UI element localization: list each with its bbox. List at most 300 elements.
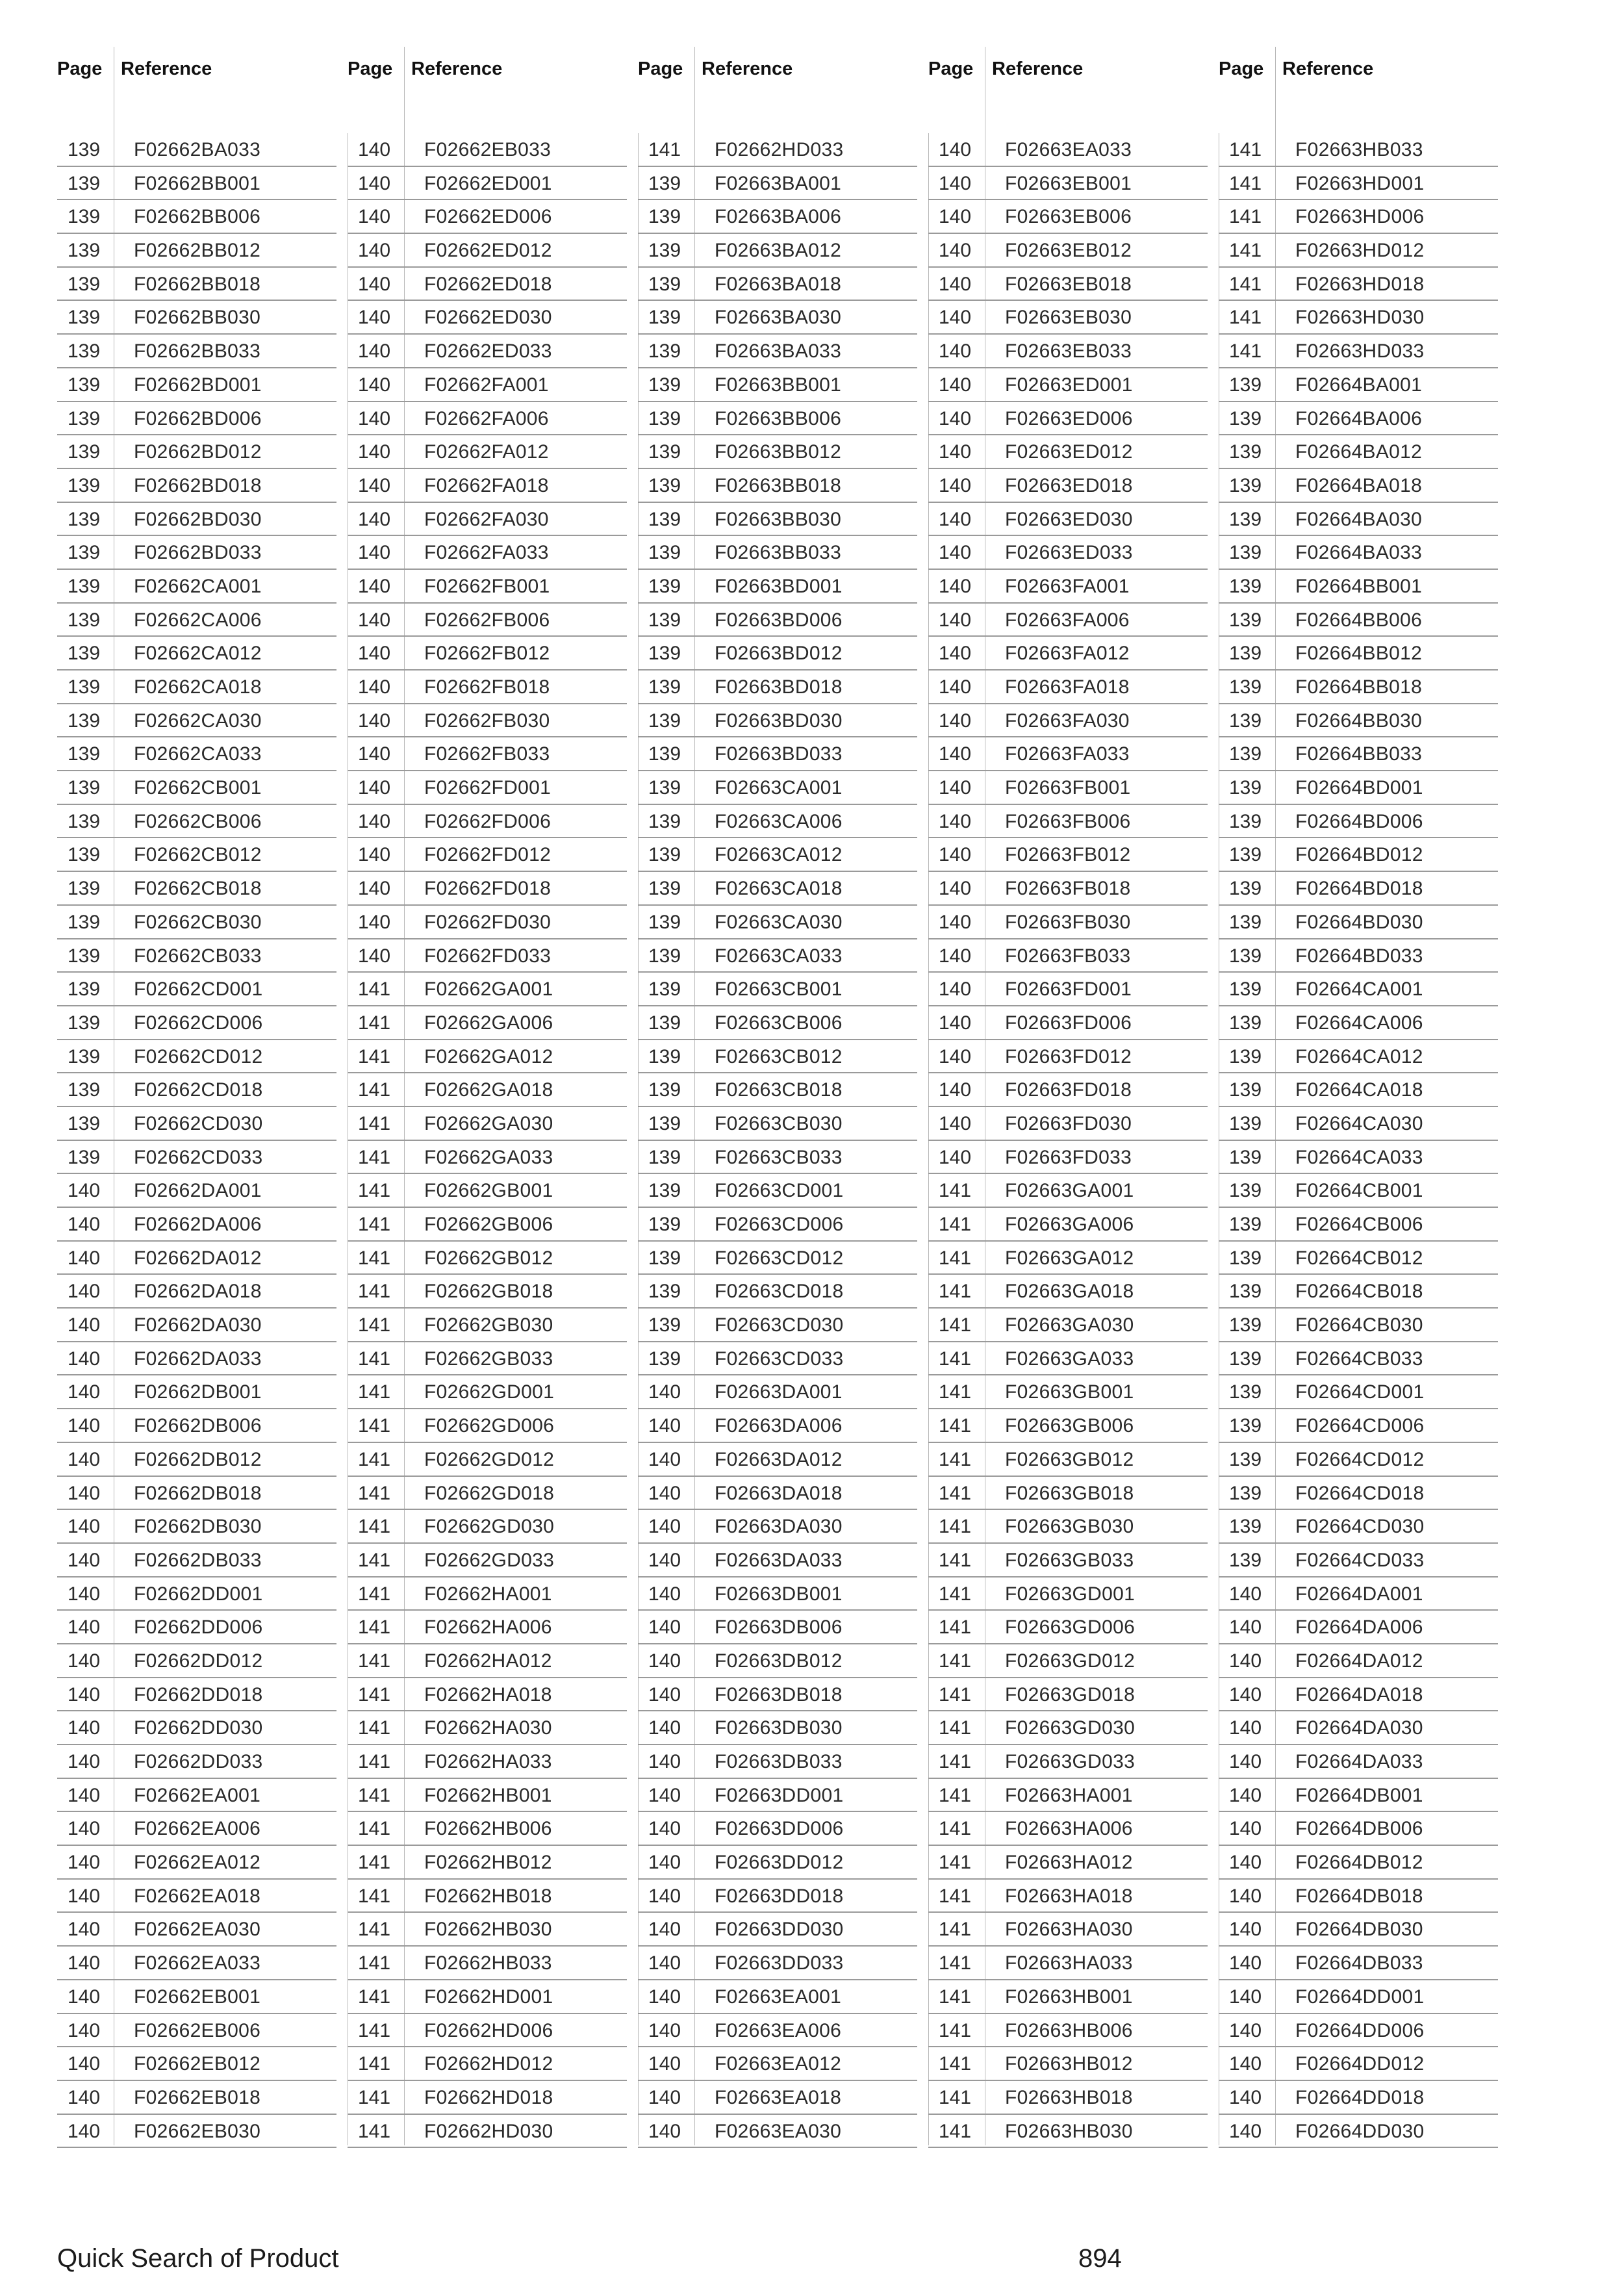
reference-cell: F02663BD033 xyxy=(715,743,843,765)
reference-cell: F02663GD018 xyxy=(1005,1683,1136,1706)
reference-cell: F02664CA006 xyxy=(1295,1012,1423,1034)
page-number-cell: 139 xyxy=(68,508,101,530)
reference-cell: F02662FD006 xyxy=(424,810,552,832)
reference-cell: F02662HD033 xyxy=(715,139,844,160)
table-row xyxy=(928,1443,1208,1477)
page-number-cell: 140 xyxy=(68,1247,101,1269)
reference-cell: F02662BB001 xyxy=(134,172,261,194)
reference-cell: F02663DB030 xyxy=(715,1717,843,1739)
reference-cell: F02662CD030 xyxy=(134,1112,263,1134)
page-number-cell: 140 xyxy=(358,206,391,228)
reference-cell: F02662CD033 xyxy=(134,1146,263,1168)
table-row xyxy=(57,1980,336,2014)
page-number-cell: 140 xyxy=(68,1751,101,1772)
table-row xyxy=(638,268,917,301)
reference-cell: F02662ED006 xyxy=(424,206,552,228)
table-row xyxy=(57,1611,336,1644)
table-row xyxy=(1219,536,1498,570)
reference-cell: F02663CD018 xyxy=(715,1281,844,1303)
reference-cell: F02663CA012 xyxy=(715,844,843,866)
page-number-cell: 140 xyxy=(939,307,972,329)
page-number-cell: 141 xyxy=(358,1717,391,1739)
reference-cell: F02662CB012 xyxy=(134,844,262,866)
reference-cell: F02662GD030 xyxy=(424,1516,555,1538)
table-row xyxy=(928,1678,1208,1712)
table-row xyxy=(638,973,917,1006)
reference-cell: F02663DD033 xyxy=(715,1952,844,1974)
reference-cell: F02663DB012 xyxy=(715,1650,843,1672)
reference-cell: F02662CA030 xyxy=(134,709,262,732)
reference-cell: F02664BA018 xyxy=(1295,474,1423,496)
table-row xyxy=(57,2115,336,2149)
reference-cell: F02663CD030 xyxy=(715,1314,844,1336)
page-number-cell: 141 xyxy=(358,1381,391,1403)
page-number-cell: 139 xyxy=(1229,743,1262,765)
reference-cell: F02662CA012 xyxy=(134,643,262,665)
table-row xyxy=(348,536,627,570)
page-number-cell: 139 xyxy=(648,1146,681,1168)
page-number-cell: 140 xyxy=(939,676,972,698)
page-number-cell: 140 xyxy=(648,1717,681,1739)
table-row xyxy=(348,1477,627,1511)
table-row xyxy=(348,1141,627,1175)
page-number-cell: 139 xyxy=(1229,911,1262,933)
table-row xyxy=(1219,1107,1498,1141)
page-number-cell: 141 xyxy=(939,1852,972,1874)
reference-cell: F02662BD030 xyxy=(134,508,262,530)
table-row xyxy=(348,335,627,368)
table-row xyxy=(348,1644,627,1678)
table-row xyxy=(638,503,917,537)
table-row xyxy=(348,1980,627,2014)
table-row xyxy=(348,2115,627,2149)
table-row xyxy=(348,268,627,301)
page-number-cell: 140 xyxy=(68,1717,101,1739)
reference-cell: F02662HB033 xyxy=(424,1952,552,1974)
page-number-cell: 140 xyxy=(939,374,972,396)
page-number-cell: 141 xyxy=(358,1650,391,1672)
table-row xyxy=(638,570,917,604)
reference-cell: F02662GB033 xyxy=(424,1348,553,1370)
page-number-cell: 139 xyxy=(68,139,101,160)
page-number-cell: 140 xyxy=(68,1381,101,1403)
table-row xyxy=(1219,1342,1498,1376)
reference-cell: F02663HB033 xyxy=(1295,139,1423,160)
reference-cell: F02662ED033 xyxy=(424,340,552,363)
page-number-cell: 139 xyxy=(648,1348,681,1370)
reference-cell: F02663GD030 xyxy=(1005,1717,1136,1739)
page-number-cell: 141 xyxy=(939,1214,972,1235)
table-row xyxy=(348,1107,627,1141)
table-row xyxy=(638,1073,917,1107)
table-row xyxy=(57,1779,336,1813)
table-row xyxy=(57,906,336,939)
page-number-cell: 140 xyxy=(68,1448,101,1470)
table-row xyxy=(1219,1510,1498,1544)
table-row xyxy=(57,737,336,771)
table-row xyxy=(1219,402,1498,436)
table-row xyxy=(57,1644,336,1678)
reference-cell: F02663CB018 xyxy=(715,1079,843,1101)
page-number-cell: 140 xyxy=(358,441,391,463)
table-row xyxy=(348,1812,627,1846)
table-row xyxy=(348,1309,627,1342)
table-row xyxy=(1219,200,1498,234)
reference-cell: F02662GB006 xyxy=(424,1214,553,1235)
reference-cell: F02663CB030 xyxy=(715,1112,843,1134)
page-number-cell: 140 xyxy=(939,709,972,732)
page-number-cell: 140 xyxy=(68,1986,101,2008)
reference-cell: F02662CA006 xyxy=(134,609,262,631)
reference-cell: F02662EB012 xyxy=(134,2053,261,2075)
reference-cell: F02663GA018 xyxy=(1005,1281,1134,1303)
reference-cell: F02664BB018 xyxy=(1295,676,1423,698)
reference-cell: F02663DA018 xyxy=(715,1482,843,1504)
table-row xyxy=(57,268,336,301)
page-number-cell: 140 xyxy=(358,777,391,799)
page-number-cell: 141 xyxy=(358,1348,391,1370)
reference-cell: F02663GA001 xyxy=(1005,1180,1134,1202)
table-row xyxy=(1219,1141,1498,1175)
page-number-cell: 140 xyxy=(1229,1986,1262,2008)
table-row xyxy=(57,301,336,335)
reference-cell: F02663GD006 xyxy=(1005,1616,1136,1639)
reference-cell: F02663DA033 xyxy=(715,1549,843,1571)
reference-cell: F02662FD018 xyxy=(424,878,552,900)
table-row xyxy=(638,939,917,973)
reference-cell: F02662HA006 xyxy=(424,1616,552,1639)
page-number-cell: 140 xyxy=(358,676,391,698)
table-row xyxy=(1219,2014,1498,2048)
reference-cell: F02663BA012 xyxy=(715,240,842,262)
table-row xyxy=(1219,1275,1498,1309)
page-number-cell: 140 xyxy=(648,1616,681,1639)
page-number-cell: 141 xyxy=(939,2120,972,2142)
page-number-cell: 140 xyxy=(68,1180,101,1202)
reference-cell: F02662CD012 xyxy=(134,1045,263,1067)
table-row xyxy=(638,2115,917,2149)
table-row xyxy=(348,1073,627,1107)
table-row xyxy=(638,1846,917,1880)
reference-cell: F02664BD012 xyxy=(1295,844,1423,866)
reference-cell: F02663BD001 xyxy=(715,575,843,597)
reference-cell: F02663GB030 xyxy=(1005,1516,1134,1538)
page-number-cell: 141 xyxy=(358,1852,391,1874)
table-row xyxy=(928,1846,1208,1880)
reference-cell: F02663CA018 xyxy=(715,878,843,900)
page-number-cell: 140 xyxy=(358,911,391,933)
reference-cell: F02663BD012 xyxy=(715,643,843,665)
page-number-cell: 139 xyxy=(648,1180,681,1202)
table-row xyxy=(638,335,917,368)
index-rows xyxy=(1219,133,1498,2148)
table-row xyxy=(638,1745,917,1779)
table-row xyxy=(638,838,917,872)
reference-cell: F02664DB006 xyxy=(1295,1818,1423,1840)
table-row xyxy=(928,1880,1208,1913)
reference-cell: F02662BD001 xyxy=(134,374,262,396)
reference-cell: F02663HD006 xyxy=(1295,206,1425,228)
reference-cell: F02663FD006 xyxy=(1005,1012,1132,1034)
reference-cell: F02663HA012 xyxy=(1005,1852,1133,1874)
table-row xyxy=(348,1208,627,1242)
page-number-cell: 140 xyxy=(648,1751,681,1772)
page-number-cell: 141 xyxy=(358,1952,391,1974)
page-number-cell: 140 xyxy=(1229,1952,1262,1974)
table-row xyxy=(1219,1611,1498,1644)
reference-cell: F02663GB012 xyxy=(1005,1448,1134,1470)
table-row xyxy=(928,1174,1208,1208)
reference-cell: F02664DB018 xyxy=(1295,1885,1423,1907)
reference-cell: F02663HB012 xyxy=(1005,2053,1133,2075)
table-row xyxy=(638,737,917,771)
reference-cell: F02662GA033 xyxy=(424,1146,553,1168)
reference-cell: F02662EA030 xyxy=(134,1919,261,1941)
table-row xyxy=(1219,469,1498,503)
reference-cell: F02662DD033 xyxy=(134,1751,263,1772)
page-number-cell: 139 xyxy=(648,1045,681,1067)
page-number-cell: 139 xyxy=(68,709,101,732)
table-row xyxy=(348,704,627,738)
reference-cell: F02663ED033 xyxy=(1005,542,1133,564)
page-number-cell: 140 xyxy=(68,1818,101,1840)
page-number-cell: 139 xyxy=(648,340,681,363)
table-row xyxy=(1219,1242,1498,1275)
reference-cell: F02663BB006 xyxy=(715,407,842,429)
table-row xyxy=(928,872,1208,906)
page-number-cell: 139 xyxy=(648,206,681,228)
table-row xyxy=(1219,1711,1498,1745)
reference-cell: F02662FB012 xyxy=(424,643,550,665)
table-row xyxy=(348,301,627,335)
reference-cell: F02663DB033 xyxy=(715,1751,843,1772)
table-row xyxy=(638,234,917,268)
table-row xyxy=(57,402,336,436)
reference-cell: F02663HA001 xyxy=(1005,1784,1133,1806)
reference-cell: F02664CB033 xyxy=(1295,1348,1423,1370)
page-number-cell: 140 xyxy=(939,407,972,429)
table-row xyxy=(638,2081,917,2115)
page-number-cell: 140 xyxy=(939,1112,972,1134)
page-number-cell: 139 xyxy=(1229,508,1262,530)
table-row xyxy=(1219,1745,1498,1779)
reference-cell: F02664CD012 xyxy=(1295,1448,1425,1470)
table-row xyxy=(928,435,1208,469)
table-row xyxy=(57,1510,336,1544)
table-row xyxy=(638,1980,917,2014)
table-row xyxy=(928,402,1208,436)
reference-cell: F02663GA006 xyxy=(1005,1214,1134,1235)
table-row xyxy=(1219,1644,1498,1678)
table-row xyxy=(1219,1880,1498,1913)
page-number-cell: 139 xyxy=(68,810,101,832)
page-number-cell: 140 xyxy=(68,1885,101,1907)
table-row xyxy=(348,200,627,234)
table-row xyxy=(57,1107,336,1141)
table-row xyxy=(928,1913,1208,1947)
reference-cell: F02663DA001 xyxy=(715,1381,843,1403)
reference-cell: F02662BB018 xyxy=(134,273,261,295)
table-row xyxy=(928,737,1208,771)
page-number-cell: 140 xyxy=(648,1549,681,1571)
reference-cell: F02663BB030 xyxy=(715,508,842,530)
reference-cell: F02662CB006 xyxy=(134,810,262,832)
page-number-cell: 141 xyxy=(939,1818,972,1840)
page-number-cell: 140 xyxy=(68,1683,101,1706)
reference-cell: F02663BB001 xyxy=(715,374,842,396)
page-number-cell: 140 xyxy=(1229,1919,1262,1941)
table-row xyxy=(638,1375,917,1409)
table-row xyxy=(928,2047,1208,2081)
reference-cell: F02662CD006 xyxy=(134,1012,263,1034)
page-number-cell: 141 xyxy=(1229,273,1262,295)
reference-cell: F02662GB012 xyxy=(424,1247,553,1269)
table-row xyxy=(928,1644,1208,1678)
table-row xyxy=(348,1040,627,1074)
page-number-cell: 140 xyxy=(648,1818,681,1840)
page-number-cell: 141 xyxy=(1229,172,1262,194)
reference-cell: F02663EA033 xyxy=(1005,139,1132,160)
table-row xyxy=(348,402,627,436)
table-row xyxy=(57,368,336,402)
table-row xyxy=(348,1578,627,1611)
page-number-cell: 139 xyxy=(1229,878,1262,900)
table-row xyxy=(1219,1208,1498,1242)
reference-cell: F02662DD006 xyxy=(134,1616,263,1639)
reference-cell: F02663EA030 xyxy=(715,2120,842,2142)
table-row xyxy=(928,838,1208,872)
reference-cell: F02663GB018 xyxy=(1005,1482,1134,1504)
page-number-cell: 140 xyxy=(648,1415,681,1437)
page-number-cell: 139 xyxy=(648,407,681,429)
page-number-cell: 141 xyxy=(358,1683,391,1706)
table-row xyxy=(638,1947,917,1980)
table-row xyxy=(57,234,336,268)
table-row xyxy=(57,1544,336,1578)
reference-cell: F02662GD001 xyxy=(424,1381,555,1403)
table-row xyxy=(1219,1375,1498,1409)
table-row xyxy=(348,805,627,839)
reference-cell: F02662GD012 xyxy=(424,1448,555,1470)
reference-cell: F02663BB018 xyxy=(715,474,842,496)
reference-cell: F02663HD030 xyxy=(1295,307,1425,329)
page-number-cell: 140 xyxy=(939,878,972,900)
page-number-cell: 140 xyxy=(648,1516,681,1538)
page-number-cell: 140 xyxy=(939,1079,972,1101)
page-number-cell: 139 xyxy=(1229,407,1262,429)
table-row xyxy=(928,301,1208,335)
reference-cell: F02662GD018 xyxy=(424,1482,555,1504)
reference-cell: F02662DD012 xyxy=(134,1650,263,1672)
table-row xyxy=(57,1342,336,1376)
reference-cell: F02663FB006 xyxy=(1005,810,1131,832)
table-row xyxy=(57,200,336,234)
page-number-cell: 140 xyxy=(939,844,972,866)
page-number-cell: 141 xyxy=(358,1616,391,1639)
table-row xyxy=(57,671,336,704)
page-number-cell: 140 xyxy=(68,1348,101,1370)
reference-cell: F02662EB030 xyxy=(134,2120,261,2142)
reference-cell: F02662BD033 xyxy=(134,542,262,564)
table-row xyxy=(57,1309,336,1342)
table-row xyxy=(57,1006,336,1040)
table-row xyxy=(1219,1913,1498,1947)
page-number-cell: 139 xyxy=(1229,1214,1262,1235)
page-number-cell: 141 xyxy=(358,2086,391,2108)
page-number-cell: 141 xyxy=(358,1784,391,1806)
table-row xyxy=(348,939,627,973)
page-number-cell: 141 xyxy=(358,1549,391,1571)
page-number-cell: 139 xyxy=(648,978,681,1001)
table-row xyxy=(928,503,1208,537)
reference-cell: F02663CB033 xyxy=(715,1146,843,1168)
page-number-cell: 139 xyxy=(648,643,681,665)
reference-cell: F02664BB033 xyxy=(1295,743,1423,765)
reference-cell: F02663FB033 xyxy=(1005,945,1131,967)
page-number-cell: 140 xyxy=(1229,2019,1262,2041)
page-number-cell: 141 xyxy=(939,1885,972,1907)
table-row xyxy=(1219,637,1498,671)
reference-cell: F02663CA001 xyxy=(715,777,843,799)
page-number-cell: 140 xyxy=(648,1852,681,1874)
page-number-cell: 139 xyxy=(68,1112,101,1134)
page-number-cell: 140 xyxy=(939,743,972,765)
table-row xyxy=(928,1477,1208,1511)
page-number-cell: 139 xyxy=(1229,1146,1262,1168)
table-row xyxy=(928,671,1208,704)
table-row xyxy=(348,1409,627,1443)
table-row xyxy=(57,939,336,973)
table-row xyxy=(57,335,336,368)
page-number-cell: 139 xyxy=(1229,676,1262,698)
table-row xyxy=(1219,570,1498,604)
page-number-cell: 139 xyxy=(648,1247,681,1269)
reference-cell: F02662CB001 xyxy=(134,777,262,799)
table-row xyxy=(57,872,336,906)
reference-cell: F02664CD033 xyxy=(1295,1549,1425,1571)
table-row xyxy=(1219,234,1498,268)
reference-cell: F02663HA006 xyxy=(1005,1818,1133,1840)
table-row xyxy=(1219,737,1498,771)
reference-cell: F02662HA030 xyxy=(424,1717,552,1739)
reference-cell: F02663DD030 xyxy=(715,1919,844,1941)
table-row xyxy=(1219,872,1498,906)
reference-cell: F02662GA030 xyxy=(424,1112,553,1134)
table-row xyxy=(638,435,917,469)
page-number-cell: 139 xyxy=(1229,1348,1262,1370)
table-row xyxy=(1219,2081,1498,2115)
page-number-cell: 139 xyxy=(1229,1381,1262,1403)
page-number-cell: 140 xyxy=(939,643,972,665)
reference-cell: F02662BD006 xyxy=(134,407,262,429)
reference-cell: F02662FB006 xyxy=(424,609,550,631)
page-number-cell: 141 xyxy=(939,1717,972,1739)
page-number-cell: 140 xyxy=(358,474,391,496)
reference-cell: F02663GA012 xyxy=(1005,1247,1134,1269)
reference-cell: F02663GD001 xyxy=(1005,1583,1136,1605)
page-number-cell: 139 xyxy=(1229,1180,1262,1202)
reference-cell: F02663EB012 xyxy=(1005,240,1132,262)
page-number-cell: 139 xyxy=(68,609,101,631)
page-number-cell: 139 xyxy=(648,374,681,396)
page-number-cell: 139 xyxy=(1229,1045,1262,1067)
reference-cell: F02663FD030 xyxy=(1005,1112,1132,1134)
table-row xyxy=(348,1947,627,1980)
reference-cell: F02663GA030 xyxy=(1005,1314,1134,1336)
table-row xyxy=(348,368,627,402)
page-number-cell: 141 xyxy=(1229,240,1262,262)
table-row xyxy=(928,1578,1208,1611)
